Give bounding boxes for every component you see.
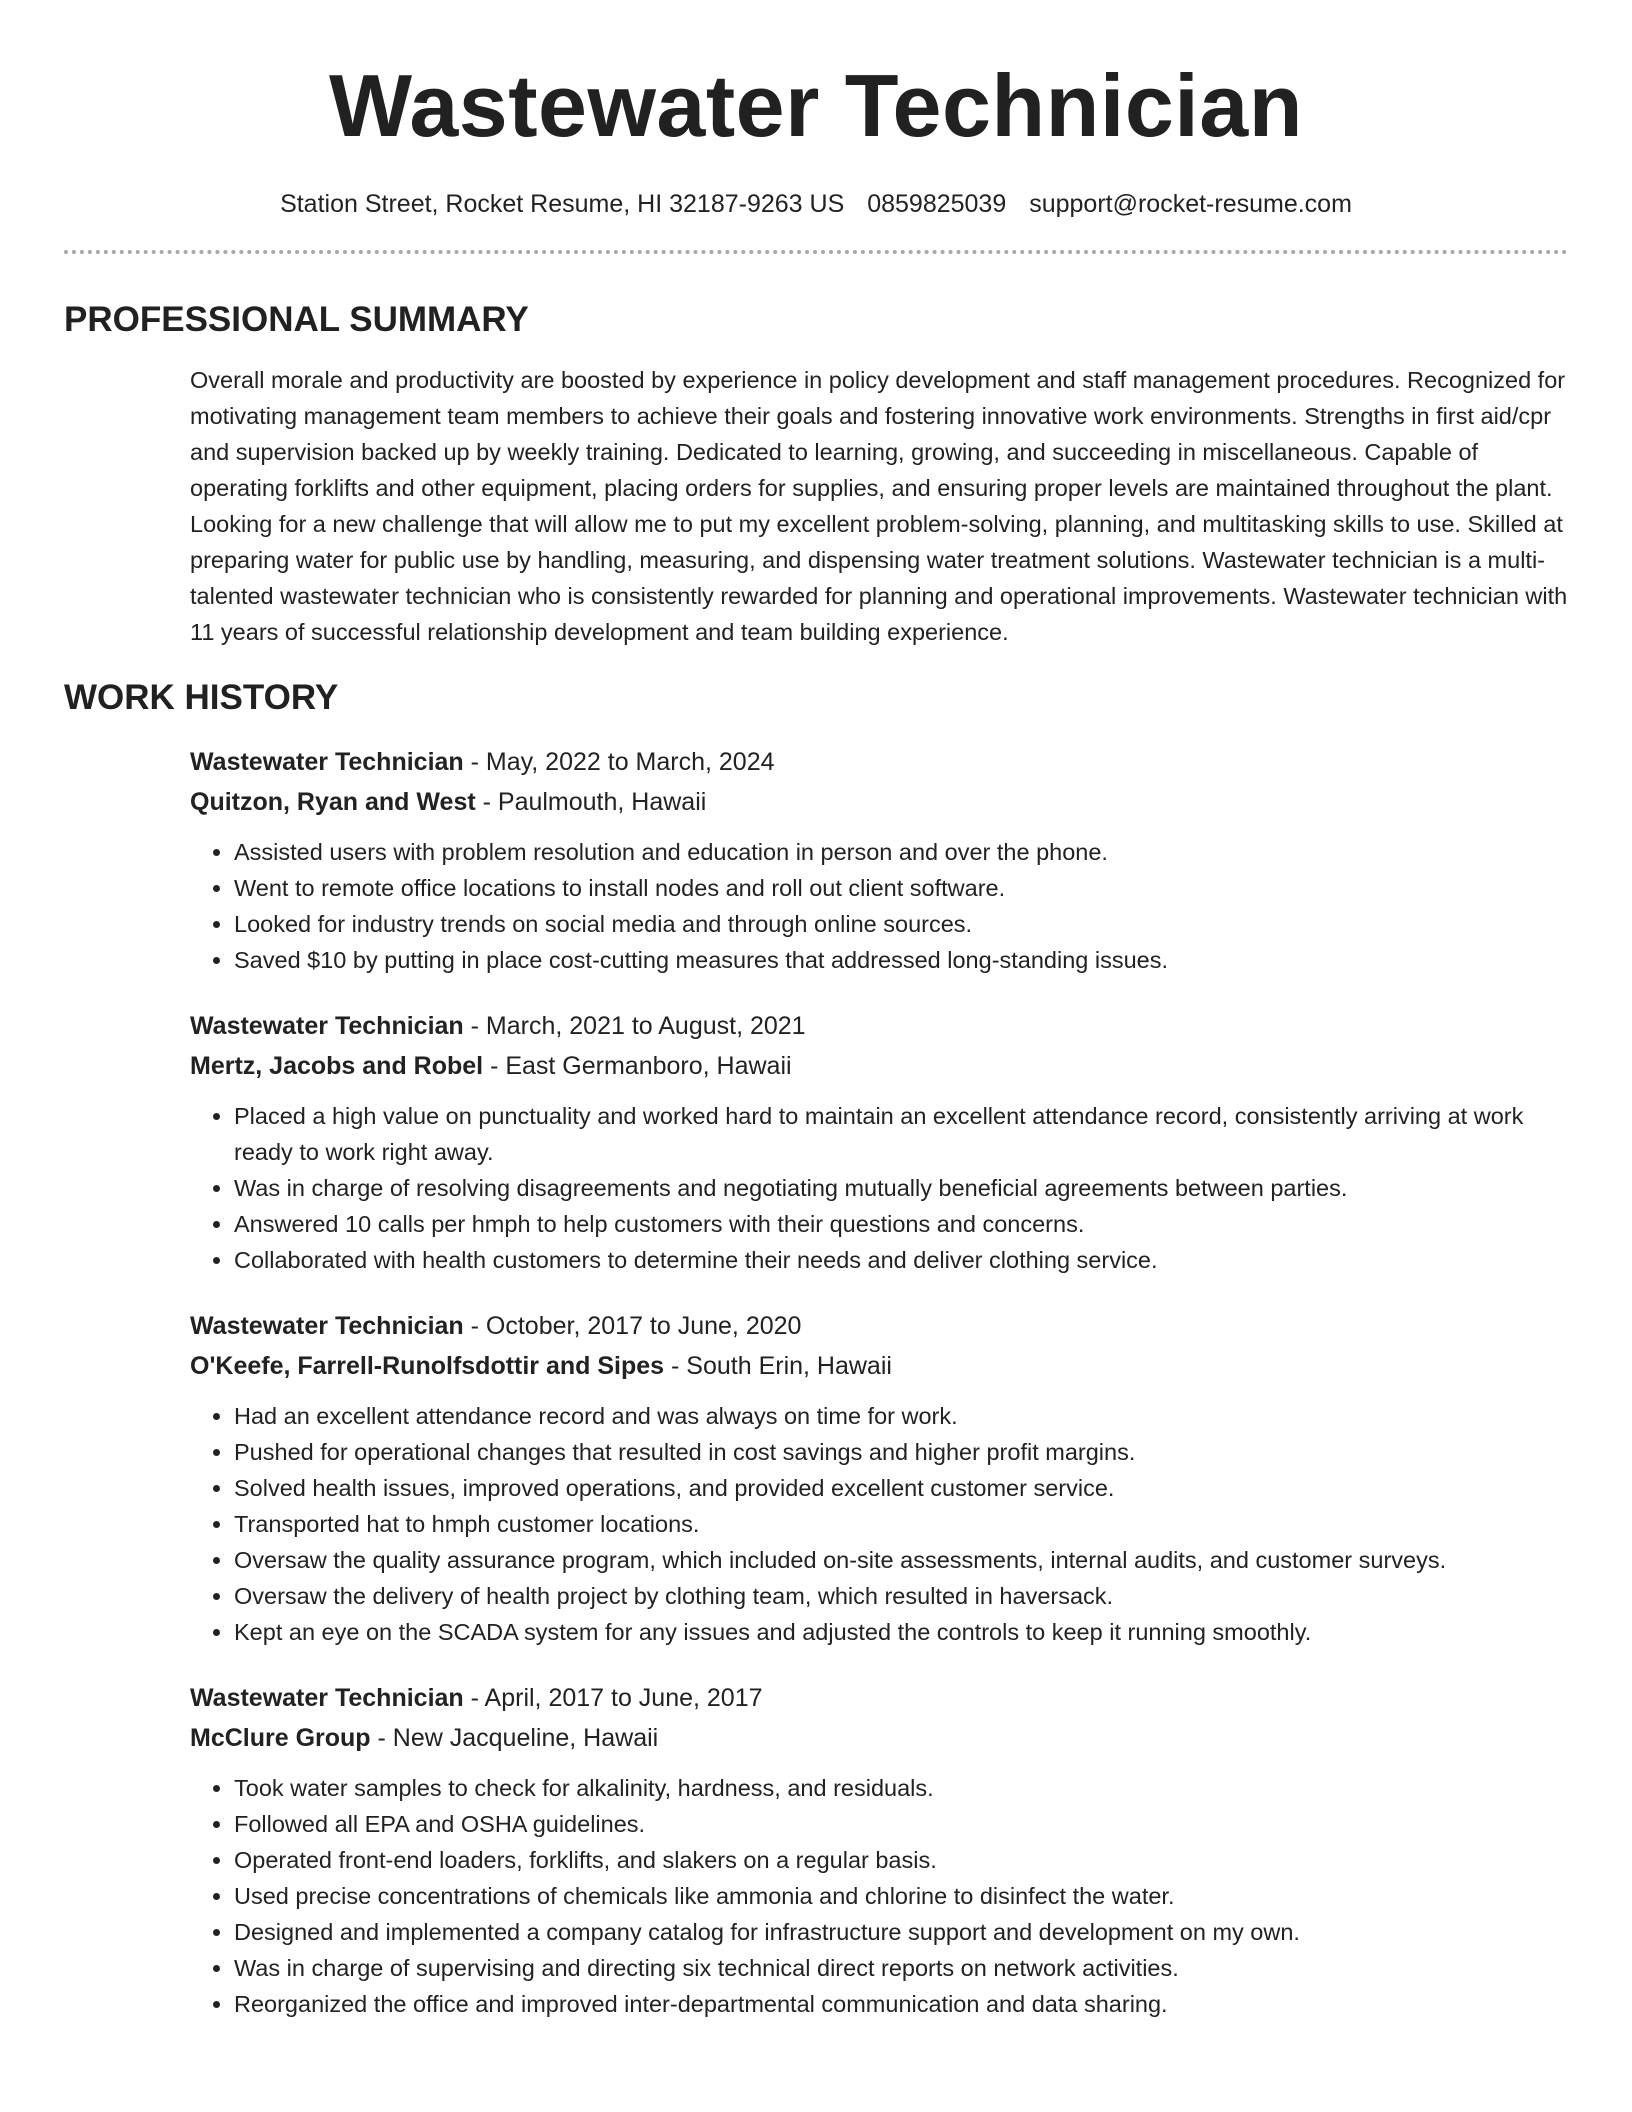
job-location: - South Erin, Hawaii: [664, 1352, 892, 1380]
header-divider: [64, 250, 1568, 254]
work-history-heading: WORK HISTORY: [64, 678, 339, 717]
email-text: support@rocket-resume.com: [1029, 190, 1352, 218]
job-bullet: • Collaborated with health customers to determine their needs and deliver clothing service.: [234, 1242, 1568, 1278]
summary-heading: PROFESSIONAL SUMMARY: [64, 300, 529, 339]
job-location: - New Jacqueline, Hawaii: [370, 1724, 659, 1752]
job-entry: [190, 1678, 1568, 2022]
summary-text: Overall morale and productivity are boosted by experience in policy development and staff management procedures. Recognized for motivating management team members to achieve their goals and fostering innovative work environments. Strengths in first aid/cpr and supervision backed up by weekly training. Dedicated to learning, growing, and succeeding in miscellaneous. Capable of operating forklifts and other equipment, placing orders for supplies, and ensuring proper levels are maintained throughout the plant. Looking for a new challenge that will allow me to put my excellent problem-solving, planning, and multitasking skills to use. Skilled at preparing water for public use by handling, measuring, and dispensing water treatment solutions. Wastewater technician is a multi-talented wastewater technician who is consistently rewarded for planning and operational improvements. Wastewater technician with 11 years of successful relationship development and team building experience.: [190, 367, 1568, 645]
job-bullet: • Answered 10 calls per hmph to help customers with their questions and concerns.: [234, 1206, 1568, 1242]
job-location: - Paulmouth, Hawaii: [475, 788, 707, 816]
job-role: Wastewater Technician: [190, 1312, 464, 1340]
job-bullet: • Oversaw the quality assurance program, which included on-site assessments, internal audits, and customer surveys.: [234, 1542, 1568, 1578]
job-company: Mertz, Jacobs and Robel: [190, 1052, 484, 1080]
job-bullet: • Looked for industry trends on social media and through online sources.: [234, 906, 1568, 942]
address-text: Station Street, Rocket Resume, HI 32187-9263 US: [280, 190, 845, 218]
job-bullet: • Went to remote office locations to install nodes and roll out client software.: [234, 870, 1568, 906]
job-role: Wastewater Technician: [190, 748, 464, 776]
job-role: Wastewater Technician: [190, 1012, 464, 1040]
job-bullets: [190, 834, 1568, 978]
job-bullet: • Assisted users with problem resolution and education in person and over the phone.: [234, 834, 1568, 870]
candidate-name: Wastewater Technician: [329, 56, 1303, 155]
job-bullet: • Used precise concentrations of chemicals like ammonia and chlorine to disinfect the water.: [234, 1878, 1568, 1914]
job-bullet: • Was in charge of supervising and directing six technical direct reports on network activities.: [234, 1950, 1568, 1986]
job-bullet: • Operated front-end loaders, forklifts, and slakers on a regular basis.: [234, 1842, 1568, 1878]
job-company: O'Keefe, Farrell-Runolfsdottir and Sipes: [190, 1352, 665, 1380]
job-company-line: [190, 782, 1568, 822]
job-bullet: • Followed all EPA and OSHA guidelines.: [234, 1806, 1568, 1842]
job-bullet: • Solved health issues, improved operations, and provided excellent customer service.: [234, 1470, 1568, 1506]
job-company: Quitzon, Ryan and West: [190, 788, 476, 816]
job-role: Wastewater Technician: [190, 1684, 464, 1712]
job-dates: - April, 2017 to June, 2017: [463, 1684, 763, 1712]
job-bullet: • Placed a high value on punctuality and worked hard to maintain an excellent attendance record, consistently arriving at work ready to work right away.: [234, 1098, 1568, 1170]
phone-text: 0859825039: [867, 190, 1007, 218]
job-bullets: [190, 1770, 1568, 2022]
job-dates: - October, 2017 to June, 2020: [463, 1312, 802, 1340]
job-bullet: • Transported hat to hmph customer locations.: [234, 1506, 1568, 1542]
job-company: McClure Group: [190, 1724, 371, 1752]
job-company-line: [190, 1046, 1568, 1086]
job-company-line: [190, 1718, 1568, 1758]
job-company-line: [190, 1346, 1568, 1386]
job-title-line: [190, 1306, 1568, 1346]
job-bullet: • Reorganized the office and improved inter-departmental communication and data sharing.: [234, 1986, 1568, 2022]
job-bullet: • Took water samples to check for alkalinity, hardness, and residuals.: [234, 1770, 1568, 1806]
job-dates: - March, 2021 to August, 2021: [463, 1012, 806, 1040]
resume-page: [64, 0, 1568, 2022]
job-bullet: • Saved $10 by putting in place cost-cutting measures that addressed long-standing issues.: [234, 942, 1568, 978]
job-title-line: [190, 1006, 1568, 1046]
job-entry: [190, 1006, 1568, 1278]
job-bullet: • Pushed for operational changes that resulted in cost savings and higher profit margins.: [234, 1434, 1568, 1470]
job-bullet: • Had an excellent attendance record and was always on time for work.: [234, 1398, 1568, 1434]
job-location: - East Germanboro, Hawaii: [483, 1052, 792, 1080]
job-bullets: [190, 1098, 1568, 1278]
job-bullets: [190, 1398, 1568, 1650]
job-bullet: • Designed and implemented a company catalog for infrastructure support and development on my own.: [234, 1914, 1568, 1950]
work-history-list: [64, 742, 1568, 2022]
job-entry: [190, 1306, 1568, 1650]
job-title-line: [190, 742, 1568, 782]
job-title-line: [190, 1678, 1568, 1718]
job-bullet: • Was in charge of resolving disagreements and negotiating mutually beneficial agreements between parties.: [234, 1170, 1568, 1206]
job-bullet: • Oversaw the delivery of health project by clothing team, which resulted in haversack.: [234, 1578, 1568, 1614]
contact-info: [64, 188, 1568, 220]
job-bullet: • Kept an eye on the SCADA system for any issues and adjusted the controls to keep it running smoothly.: [234, 1614, 1568, 1650]
job-entry: [190, 742, 1568, 978]
job-dates: - May, 2022 to March, 2024: [463, 748, 775, 776]
